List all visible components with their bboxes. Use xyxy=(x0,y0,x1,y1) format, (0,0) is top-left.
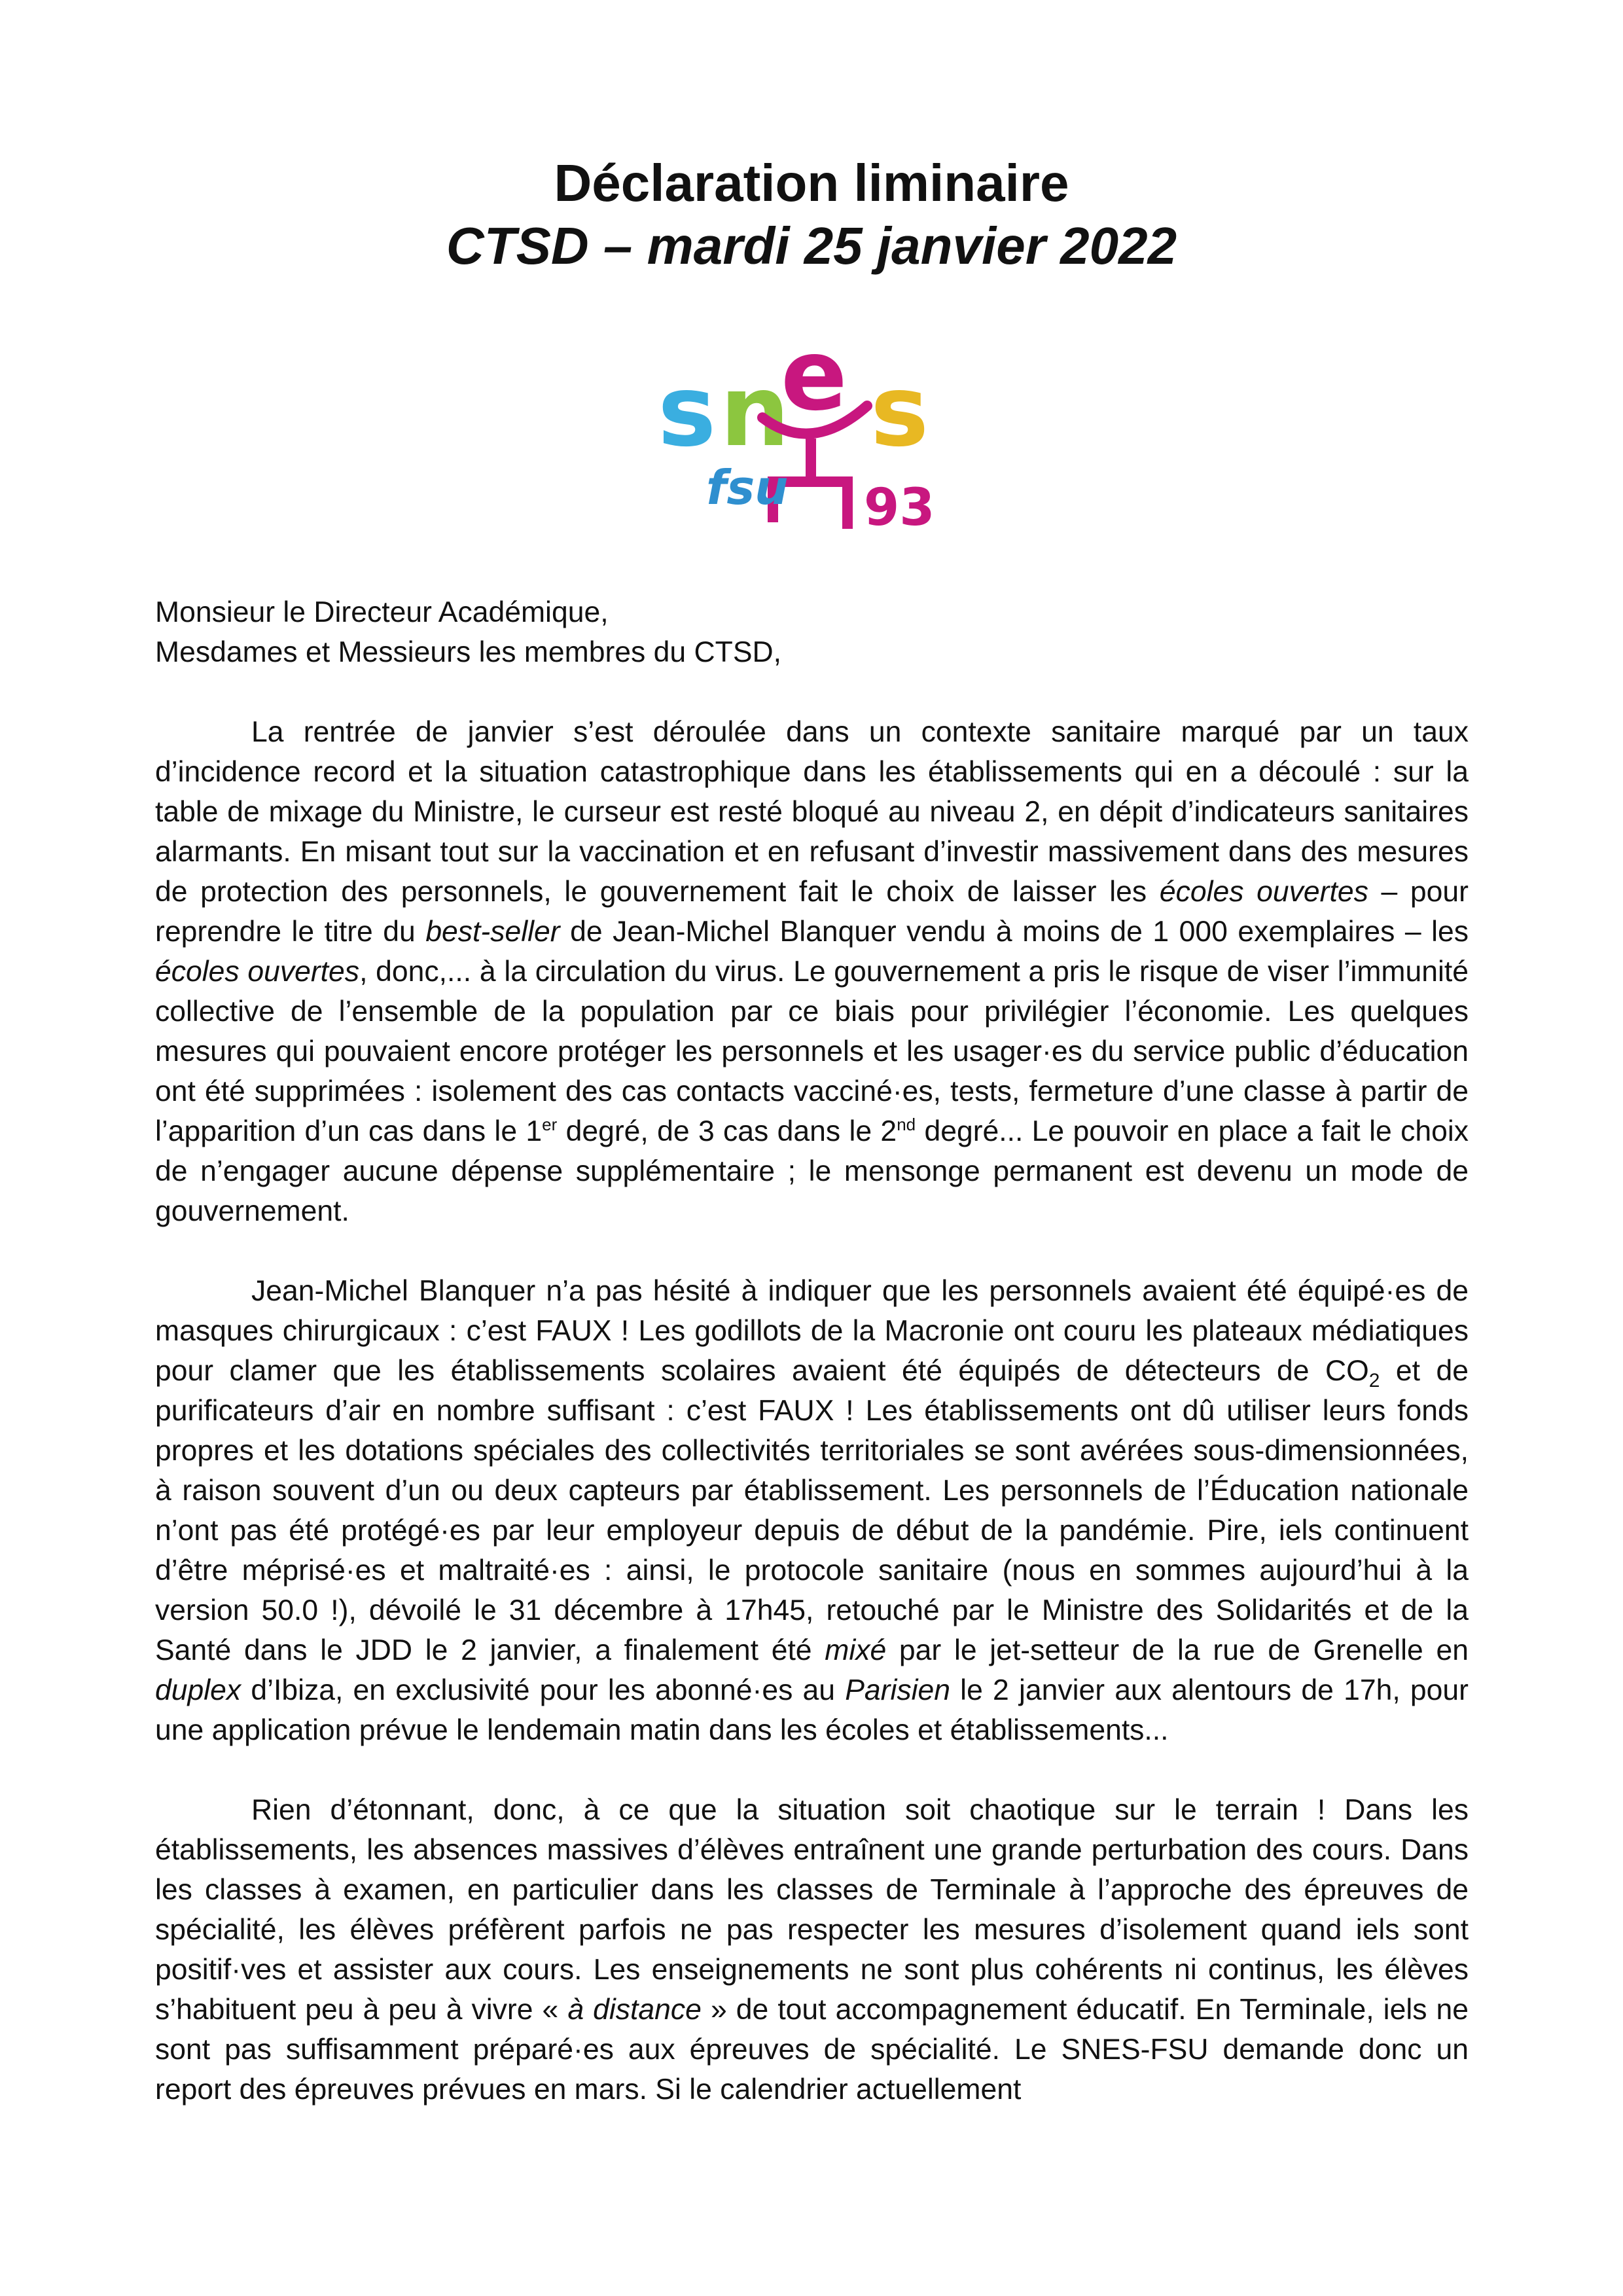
text-run: degré... Le pouvoir en place a fait le choix de n’engager aucune dépense supplémentaire ; le mensonge permanent est devenu un mode de gouvernement. xyxy=(155,1115,1469,1227)
logo-letter-s1: s xyxy=(658,355,717,469)
logo-letter-s2: s xyxy=(870,355,929,469)
letter-body xyxy=(155,592,1469,2109)
logo-letter-e: e xyxy=(781,340,847,433)
salutation xyxy=(155,592,1469,672)
emphasis: Parisien xyxy=(845,1674,950,1706)
emphasis: écoles ouvertes xyxy=(1159,876,1368,908)
text-run: » de tout accompagnement éducatif. En Terminale, iels ne sont pas suffisamment préparé·es aux épreuves de spécialité. Le SNES-FSU demande donc un report des épreuves prévues en mars. Si le calendrier actuellement xyxy=(155,1994,1469,2106)
emphasis: best-seller xyxy=(425,916,560,948)
text-run: Rien d’étonnant, donc, à ce que la situation soit chaotique sur le terrain ! Dans les établissements, les absences massives d’élèves entraînent une grande perturbation des cours. Dans les classes à examen, en particulier dans les classes de Terminale à l’approche des épreuves de spécialité, les élèves préfèrent parfois ne pas respecter les mesures d’isolement quand iels sont positif·ves et assister aux cours. Les enseignements ne sont plus cohérents ni continus, les élèves s’habituent peu à peu à vivre « xyxy=(155,1794,1469,2026)
emphasis: écoles ouvertes xyxy=(155,956,360,988)
text-run: – pour reprendre le titre du xyxy=(155,876,1469,948)
snes-fsu-93-logo xyxy=(658,340,965,530)
logo-letter-n: n xyxy=(720,355,790,469)
emphasis: mixé xyxy=(825,1634,887,1666)
salutation-line: Monsieur le Directeur Académique, xyxy=(155,596,609,628)
emphasis: à distance xyxy=(567,1994,702,2026)
text-run: La rentrée de janvier s’est déroulée dans un contexte sanitaire marqué par un taux d’incidence record et la situation catastrophique dans les établissements qui en a découlé : sur la table de mixage du Ministre, le curseur est resté bloqué au niveau 2, en dépit d’indicateurs sanitaires alarmants. En misant tout sur la vaccination et en refusant d’investir massivement dans des mesures de protection des personnels, le gouvernement fait le choix de laisser les xyxy=(155,716,1469,908)
text-run: degré, de 3 cas dans le 2 xyxy=(557,1115,897,1147)
paragraph-3 xyxy=(155,1790,1469,2109)
title-block xyxy=(0,152,1623,278)
document-title: Déclaration liminaire xyxy=(554,154,1069,212)
logo-fsu-label: fsu xyxy=(706,460,789,515)
text-run: par le jet-setteur de la rue de Grenelle en xyxy=(886,1634,1469,1666)
text-run: d’Ibiza, en exclusivité pour les abonné·es au xyxy=(241,1674,846,1706)
text-run: et de purificateurs d’air en nombre suffisant : c’est FAUX ! Les établissements ont dû utiliser leurs fonds propres et les dotations spéciales des collectivités territoriales se sont avérées sous-dimensionnées, à raison souvent d’un ou deux capteurs par établissement. Les personnels de l’Éducation nationale n’ont pas été protégé·es par leur employeur depuis de début de la pandémie. Pire, iels continuent d’être méprisé·es et maltraité·es : ainsi, le protocole sanitaire (nous en sommes aujourd’hui à la version 50.0 !), dévoilé le 31 décembre à 17h45, retouché par le Ministre des Solidarités et de la Santé dans le JDD le 2 janvier, a finalement été xyxy=(155,1355,1469,1666)
emphasis: duplex xyxy=(155,1674,241,1706)
document-subtitle: CTSD – mardi 25 janvier 2022 xyxy=(446,217,1177,275)
subscript: 2 xyxy=(1368,1369,1380,1391)
superscript: nd xyxy=(897,1115,916,1135)
superscript: er xyxy=(542,1115,558,1135)
text-run: le 2 janvier aux alentours de 17h, pour une application prévue le lendemain matin dans les écoles et établissements... xyxy=(155,1674,1469,1746)
paragraph-1 xyxy=(155,712,1469,1231)
salutation-line: Mesdames et Messieurs les membres du CTSD, xyxy=(155,636,782,668)
text-run: Jean-Michel Blanquer n’a pas hésité à indiquer que les personnels avaient été équipé·es de masques chirurgicaux : c’est FAUX ! Les godillots de la Macronie ont couru les plateaux médiatiques pour clamer que les établissements scolaires avaient été équipés de détecteurs de CO xyxy=(155,1275,1469,1387)
text-run: , donc,... à la circulation du virus. Le gouvernement a pris le risque de viser l’immunité collective de l’ensemble de la population par ce biais pour privilégier l’économie. Les quelques mesures qui pouvaient encore protéger les personnels et les usager·es du service public d’éducation ont été supprimées : isolement des cas contacts vacciné·es, tests, fermeture d’une classe à partir de l’apparition d’un cas dans le 1 xyxy=(155,956,1469,1147)
logo-93-label: 93 xyxy=(864,478,935,530)
text-run: de Jean-Michel Blanquer vendu à moins de 1 000 exemplaires – les xyxy=(560,916,1469,948)
paragraph-2 xyxy=(155,1271,1469,1750)
